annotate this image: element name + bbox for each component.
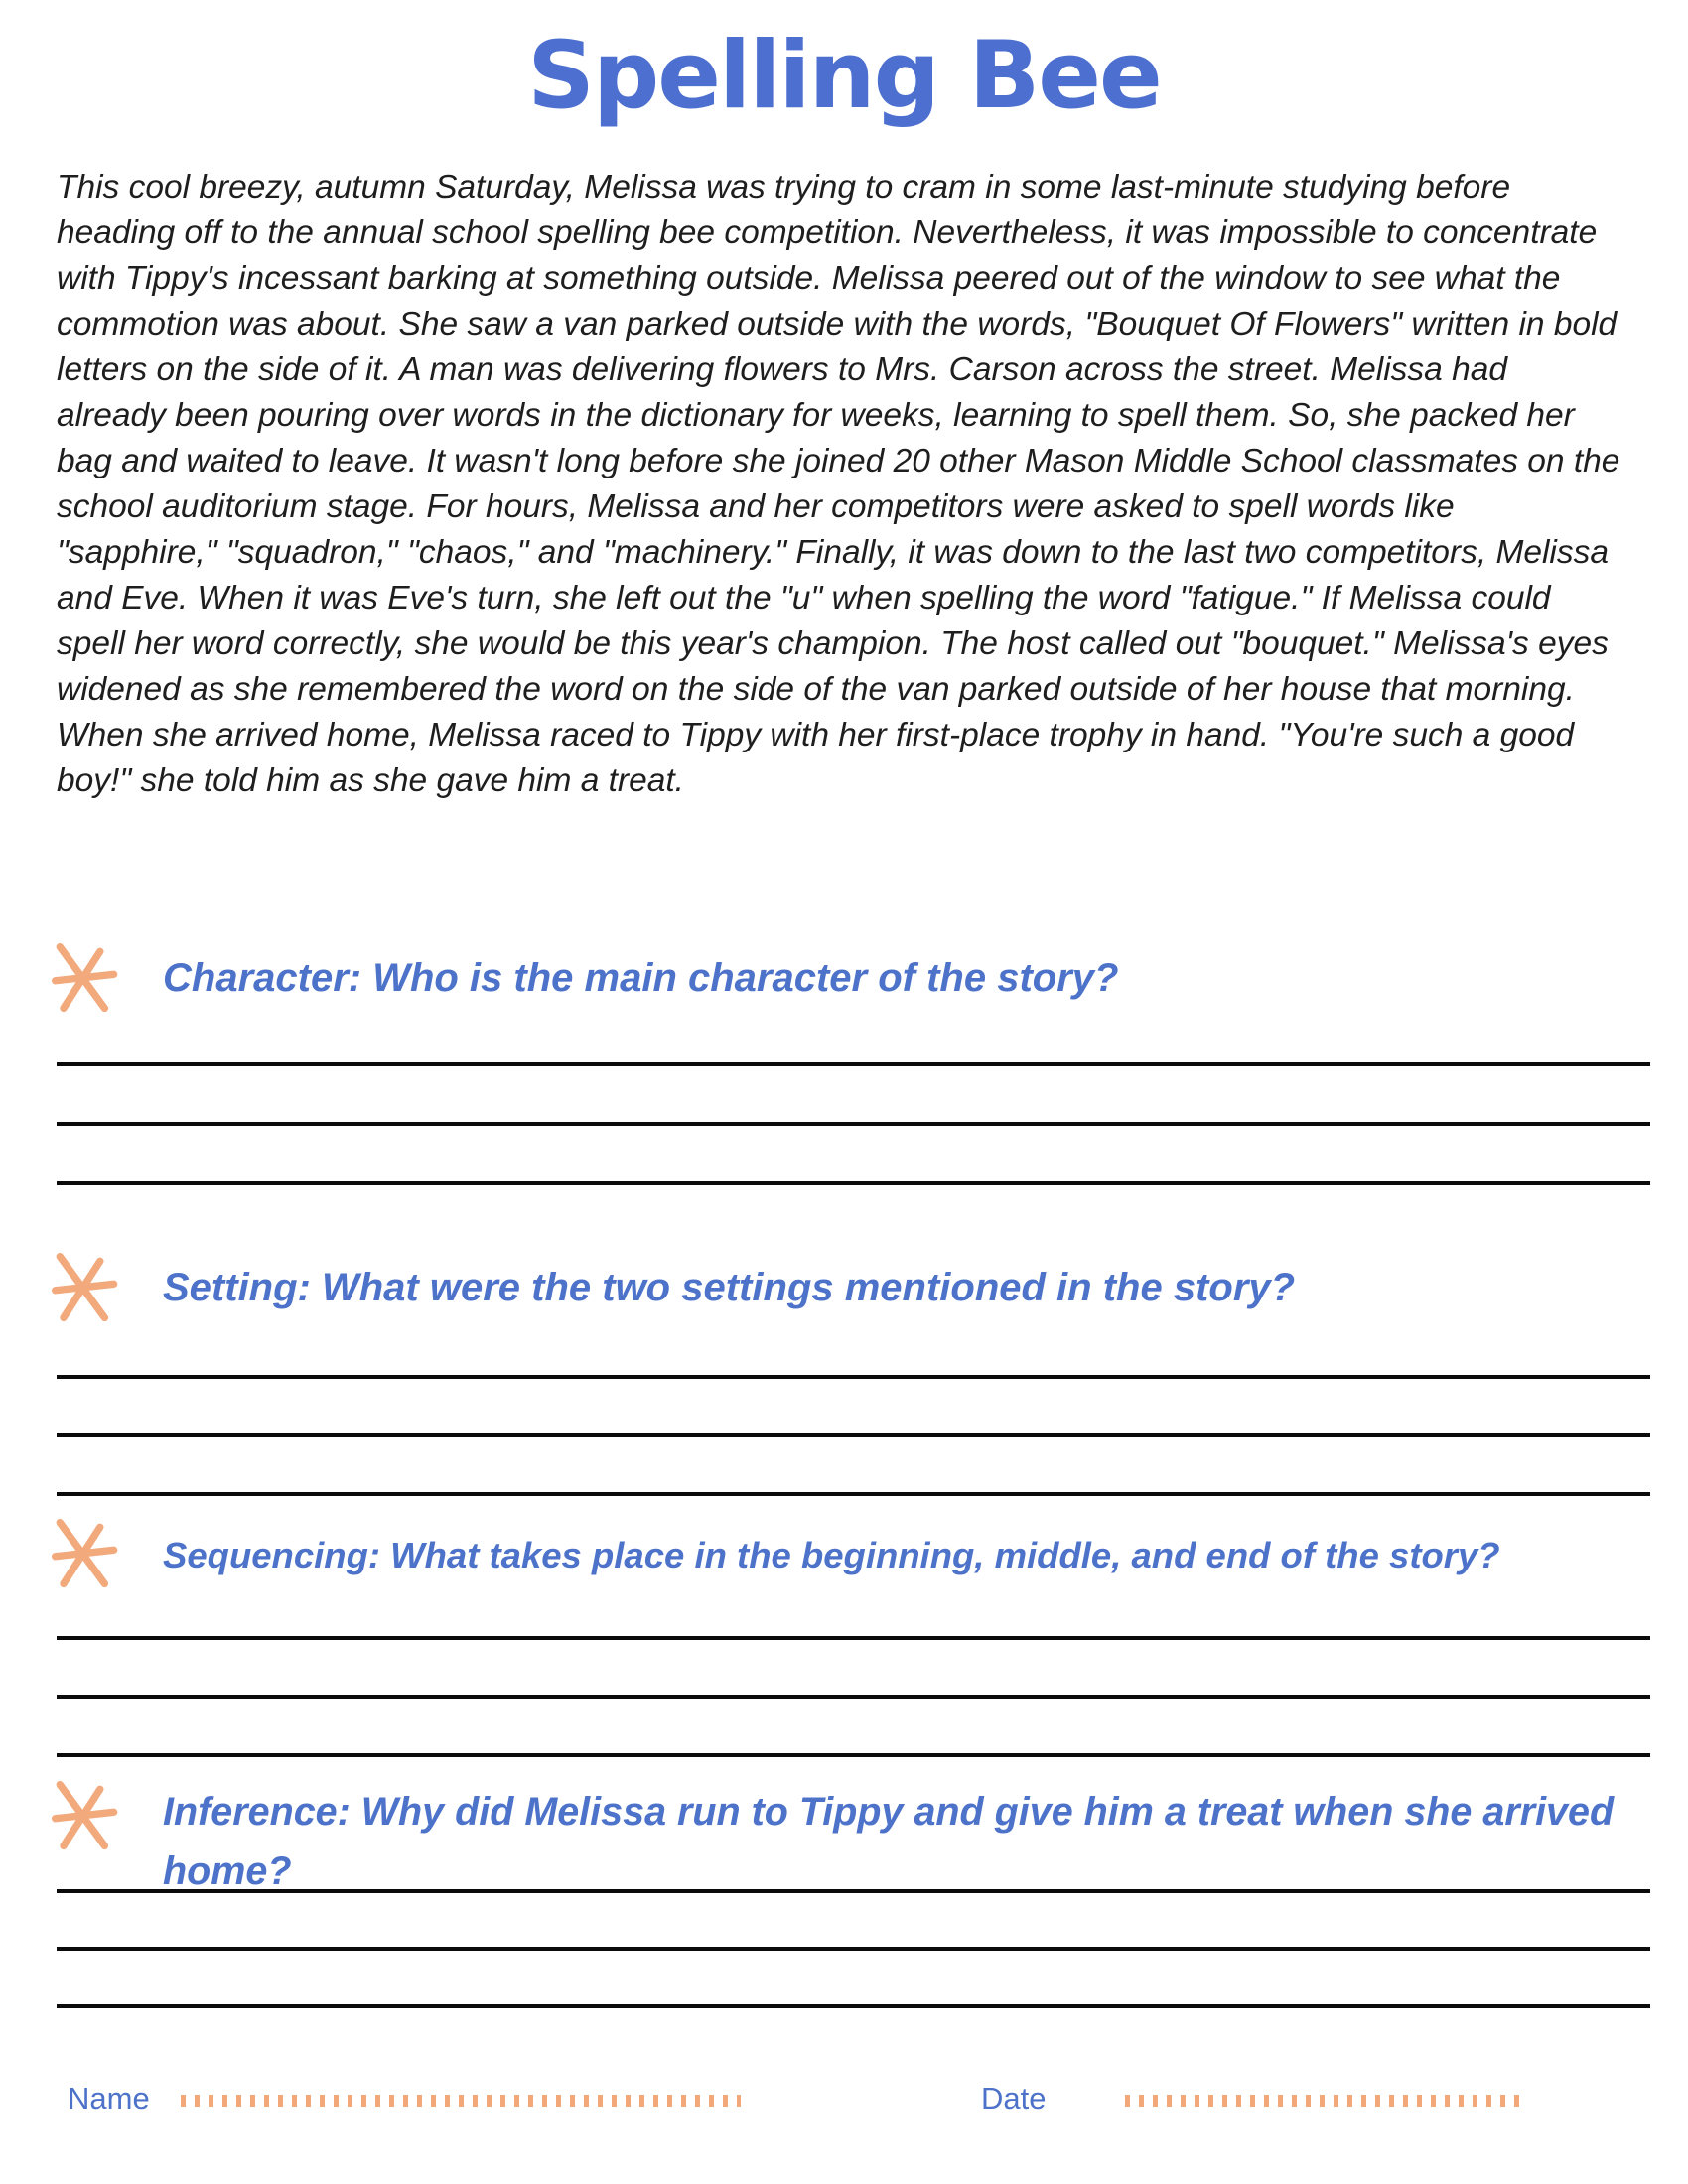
answer-line[interactable] (57, 1433, 1650, 1437)
answer-line[interactable] (57, 1753, 1650, 1757)
answer-line[interactable] (57, 1695, 1650, 1699)
question-heading-character: Character: Who is the main character of the story? (163, 956, 1119, 1000)
answer-line[interactable] (57, 1062, 1650, 1066)
name-dotted-line[interactable] (181, 2095, 741, 2107)
asterisk-star-icon (52, 937, 121, 1019)
asterisk-star-icon (52, 1775, 121, 1856)
asterisk-star-icon (52, 1513, 121, 1594)
asterisk-star-icon (52, 1247, 121, 1328)
question-heading-sequencing: Sequencing: What takes place in the beginning, middle, and end of the story? (163, 1535, 1500, 1575)
date-label: Date (981, 2081, 1047, 2116)
worksheet-title: Spelling Bee (527, 22, 1161, 130)
answer-line[interactable] (57, 1122, 1650, 1126)
name-label: Name (68, 2081, 150, 2116)
question-heading-setting: Setting: What were the two settings mentioned in the story? (163, 1266, 1296, 1309)
answer-line[interactable] (57, 1947, 1650, 1951)
question-heading-inference: Inference: Why did Melissa run to Tippy and give him a treat when she arrived home? (163, 1790, 1615, 1893)
answer-line[interactable] (57, 1492, 1650, 1496)
answer-line[interactable] (57, 1181, 1650, 1185)
date-dotted-line[interactable] (1125, 2095, 1524, 2107)
answer-line[interactable] (57, 1636, 1650, 1640)
story-text: This cool breezy, autumn Saturday, Melissa was trying to cram in some last-minute studying before heading off to the annual school spelling bee competition. Nevertheless, it was impossible to concentrate with Tippy's incessant barking at something outside. Melissa peered out of the window to see what the commotion was about. She saw a van parked outside with the words, "Bouquet Of Flowers" written in bold letters on the side of it. A man was delivering flowers to Mrs. Carson across the street. Melissa had already been pouring over words in the dictionary for weeks, learning to spell them. So, she packed her bag and waited to leave. It wasn't long before she joined 20 other Mason Middle School classmates on the school auditorium stage. For hours, Melissa and her competitors were asked to spell words like "sapphire," "squadron," "chaos," and "machinery." Finally, it was down to the last two competitors, Melissa and Eve. When it was Eve's turn, she left out the "u" when spelling the word "fatigue." If Melissa could spell her word correctly, she would be this year's champion. The host called out "bouquet." Melissa's eyes widened as she remembered the word on the side of the van parked outside of her house that morning. When she arrived home, Melissa raced to Tippy with her first-place trophy in hand. "You're such a good boy!" she told him as she gave him a treat. (57, 169, 1620, 799)
answer-line[interactable] (57, 1375, 1650, 1379)
answer-line[interactable] (57, 2004, 1650, 2008)
